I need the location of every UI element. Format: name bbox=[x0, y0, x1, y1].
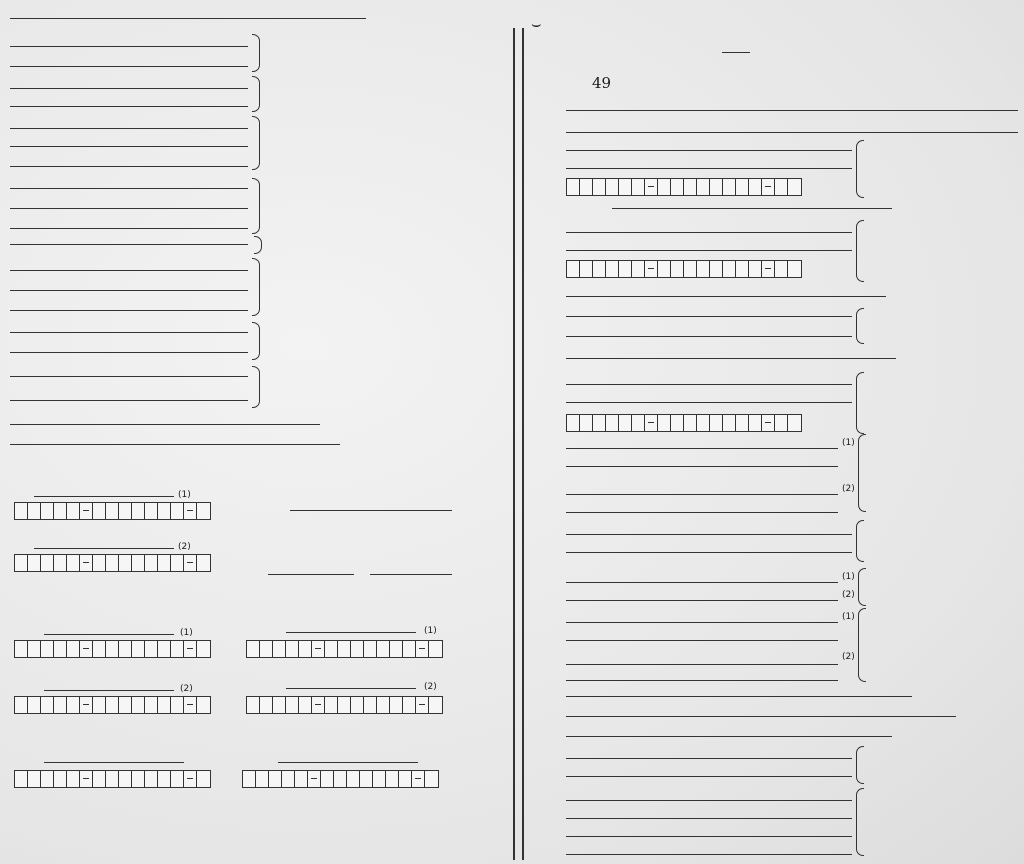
field-line bbox=[10, 88, 248, 89]
signature-line bbox=[44, 634, 174, 635]
field-line bbox=[10, 352, 248, 353]
item-21a-bracket bbox=[254, 236, 262, 254]
field-line bbox=[566, 640, 838, 641]
field-line bbox=[566, 716, 956, 717]
item-23-bracket bbox=[252, 366, 260, 408]
signature-line bbox=[34, 548, 174, 549]
signature-line bbox=[278, 762, 418, 763]
witness-mark: (1) bbox=[842, 612, 855, 622]
field-line bbox=[566, 854, 852, 855]
cnic-boxes-witness bbox=[242, 770, 439, 788]
cnic-boxes-witness bbox=[246, 640, 443, 658]
field-line bbox=[566, 384, 852, 385]
fold-mark: ⌣ bbox=[531, 14, 542, 33]
field-line bbox=[566, 736, 892, 737]
item-5b-bracket bbox=[856, 308, 864, 344]
item-19b-bracket bbox=[252, 76, 260, 112]
field-line bbox=[566, 818, 852, 819]
field-line bbox=[10, 228, 248, 229]
witness-mark: (1) bbox=[842, 438, 855, 448]
field-line bbox=[566, 600, 838, 601]
cnic-boxes-witness bbox=[14, 502, 211, 520]
field-line bbox=[566, 534, 852, 535]
field-line bbox=[566, 316, 852, 317]
field-line bbox=[566, 696, 912, 697]
field-line bbox=[566, 494, 838, 495]
field-line bbox=[10, 310, 248, 311]
field-line bbox=[566, 466, 838, 467]
item-11-bracket bbox=[858, 608, 866, 682]
field-line bbox=[566, 622, 838, 623]
field-line bbox=[566, 582, 838, 583]
field-line bbox=[566, 336, 852, 337]
field-line bbox=[566, 168, 852, 169]
item-9-bracket bbox=[856, 520, 864, 562]
field-line bbox=[566, 552, 852, 553]
field-line bbox=[566, 758, 852, 759]
field-line bbox=[566, 776, 852, 777]
signature-line bbox=[44, 690, 174, 691]
item-21b-bracket bbox=[252, 258, 260, 316]
field-line bbox=[566, 296, 886, 297]
field-line bbox=[10, 188, 248, 189]
field-line bbox=[566, 110, 1018, 111]
signature-line bbox=[286, 632, 416, 633]
witness-mark: (2) bbox=[842, 590, 855, 600]
field-line bbox=[566, 448, 838, 449]
field-line bbox=[566, 800, 852, 801]
witness-mark: (1) bbox=[178, 490, 191, 500]
field-line bbox=[10, 244, 248, 245]
cnic-boxes-witness bbox=[14, 554, 211, 572]
witness-mark: (2) bbox=[842, 652, 855, 662]
item-4-bracket bbox=[856, 220, 864, 282]
witness-mark: (2) bbox=[424, 682, 437, 692]
signature-line bbox=[44, 762, 184, 763]
field-line bbox=[10, 46, 248, 47]
item-22-bracket bbox=[252, 322, 260, 360]
field-line bbox=[10, 106, 248, 107]
item-2-bracket bbox=[856, 140, 864, 198]
field-line bbox=[10, 166, 248, 167]
field-line bbox=[10, 18, 366, 19]
field-line bbox=[10, 146, 248, 147]
field-line bbox=[566, 512, 838, 513]
field-line bbox=[566, 358, 896, 359]
field-line bbox=[10, 290, 248, 291]
page-divider bbox=[513, 28, 524, 860]
item-7-bracket bbox=[856, 372, 864, 434]
field-line bbox=[566, 680, 838, 681]
signature-line bbox=[370, 574, 452, 575]
item-16-bracket bbox=[856, 788, 864, 856]
signature-line bbox=[286, 688, 416, 689]
witness-mark: (1) bbox=[180, 628, 193, 638]
field-line bbox=[10, 332, 248, 333]
field-line bbox=[566, 132, 1018, 133]
field-line bbox=[10, 128, 248, 129]
item-8-bracket bbox=[858, 434, 866, 512]
statute-underline bbox=[722, 52, 750, 53]
field-line bbox=[10, 66, 248, 67]
cnic-boxes-bride-agent bbox=[566, 414, 802, 432]
field-line bbox=[566, 664, 838, 665]
field-line bbox=[566, 836, 852, 837]
witness-mark: (2) bbox=[178, 542, 191, 552]
field-line bbox=[10, 400, 248, 401]
cnic-boxes-bride bbox=[566, 260, 802, 278]
cnic-boxes-witness bbox=[14, 770, 211, 788]
field-line bbox=[612, 208, 892, 209]
item-21-bracket bbox=[252, 178, 260, 234]
signature-line bbox=[34, 496, 174, 497]
cnic-boxes-groom bbox=[566, 178, 802, 196]
field-line bbox=[566, 150, 852, 151]
witness-mark: (1) bbox=[842, 572, 855, 582]
field-line bbox=[10, 444, 340, 445]
field-line bbox=[10, 270, 248, 271]
field-line bbox=[10, 376, 248, 377]
item-20-bracket bbox=[252, 116, 260, 170]
field-line bbox=[10, 208, 248, 209]
witness-mark: (2) bbox=[180, 684, 193, 694]
field-line bbox=[566, 232, 852, 233]
cnic-boxes-witness bbox=[14, 640, 211, 658]
field-line bbox=[10, 424, 320, 425]
signature-line bbox=[268, 574, 354, 575]
witness-mark: (2) bbox=[842, 484, 855, 494]
item-19-bracket bbox=[252, 34, 260, 72]
field-line bbox=[566, 250, 852, 251]
cnic-boxes-witness bbox=[14, 696, 211, 714]
field-line bbox=[566, 402, 852, 403]
witness-mark: (1) bbox=[424, 626, 437, 636]
signature-line bbox=[290, 510, 452, 511]
register-number: 49 bbox=[592, 74, 612, 92]
item-15-bracket bbox=[856, 746, 864, 784]
cnic-boxes-witness bbox=[246, 696, 443, 714]
item-10-bracket bbox=[858, 568, 866, 606]
